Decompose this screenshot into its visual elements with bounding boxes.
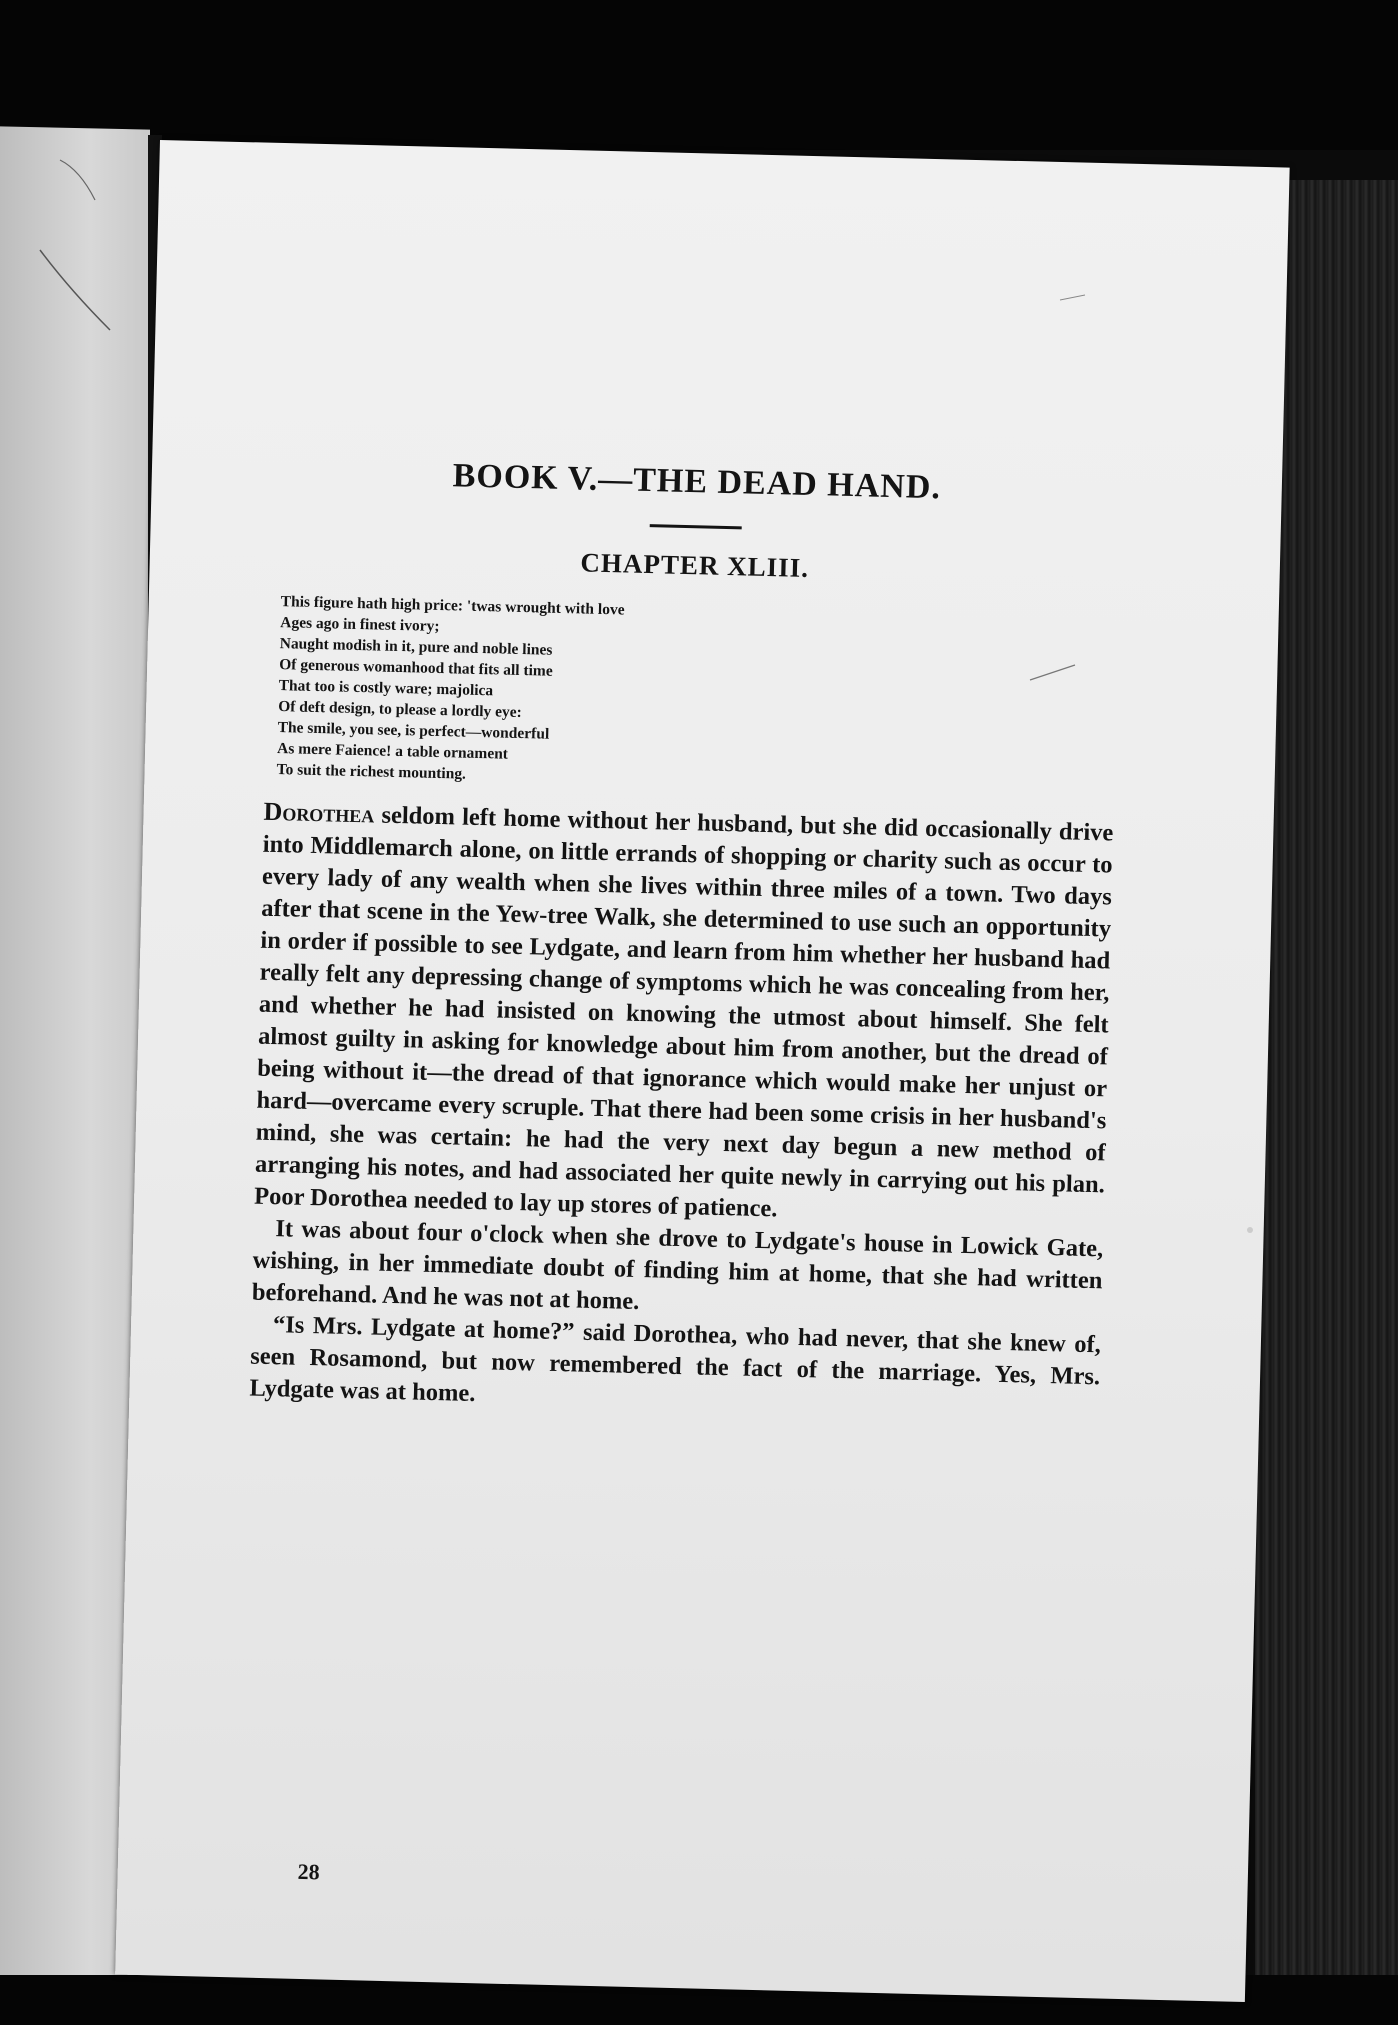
body-paragraph [254,796,1114,1234]
book-title: BOOK V.—THE DEAD HAND. [452,457,942,507]
epigraph-line: Of deft design, to please a lordly eye: [277,698,522,722]
body-paragraph: “Is Mrs. Lydgate at home?” said Dorothea, who had never, that she knew of, seen Rosamond, but now remembered the fact of the marriage. Yes, Mrs. Lydgate was at home. [249,1311,1102,1408]
paragraph-lead-word: Dorothea [263,796,375,829]
page-number: 28 [297,1858,321,1885]
chapter-title: CHAPTER XLIII. [580,547,810,583]
paragraph-text: seldom left home without her husband, but she did occasionally drive into Middlemarch alone, on little errands of shopping or charity such as occur to every lady of any wealth when she lives within three miles of a town. Two days after that scene in the Yew-tree Walk, she determined to use such an opportunity in order if possible to see Lydgate, and learn from him whether her husband had really felt any depressing change of symptoms which he was concealing from her, and whether he had insisted on knowing the utmost about himself. She felt almost guilty in asking for knowledge about him from another, but the dread of being without it—the dread of that ignorance which would make her unjust or hard—overcame every scruple. That there had been some crisis in her husband's mind, she was certain: he had the very next day begun a new method of arranging his notes, and had associated her quite newly in carrying out his plan. Poor Dorothea needed to lay up stores of patience. [253,801,1114,1223]
body-paragraph: It was about four o'clock when she drove to Lydgate's house in Lowick Gate, wishing, in her immediate doubt of finding him at home, that she had written beforehand. And he was not at home. [251,1215,1104,1316]
epigraph-line: The smile, you see, is perfect—wonderful [277,719,550,743]
epigraph-line: Ages ago in finest ivory; [280,614,440,635]
epigraph [264,591,1118,801]
epigraph-line: As mere Faience! a table ornament [276,740,509,763]
book-page [115,140,1289,2002]
epigraph-line: That too is costly ware; majolica [278,677,494,700]
epigraph-line: To suit the richest mounting. [276,761,467,783]
scan-background-top [0,0,1398,150]
epigraph-line: Naught modish in it, pure and noble lines [279,635,553,659]
epigraph-line: Of generous womanhood that fits all time [279,656,553,680]
title-rule [650,524,742,529]
epigraph-line: This figure hath high price: 'twas wrought with love [280,593,625,619]
page-content [249,453,1122,1425]
